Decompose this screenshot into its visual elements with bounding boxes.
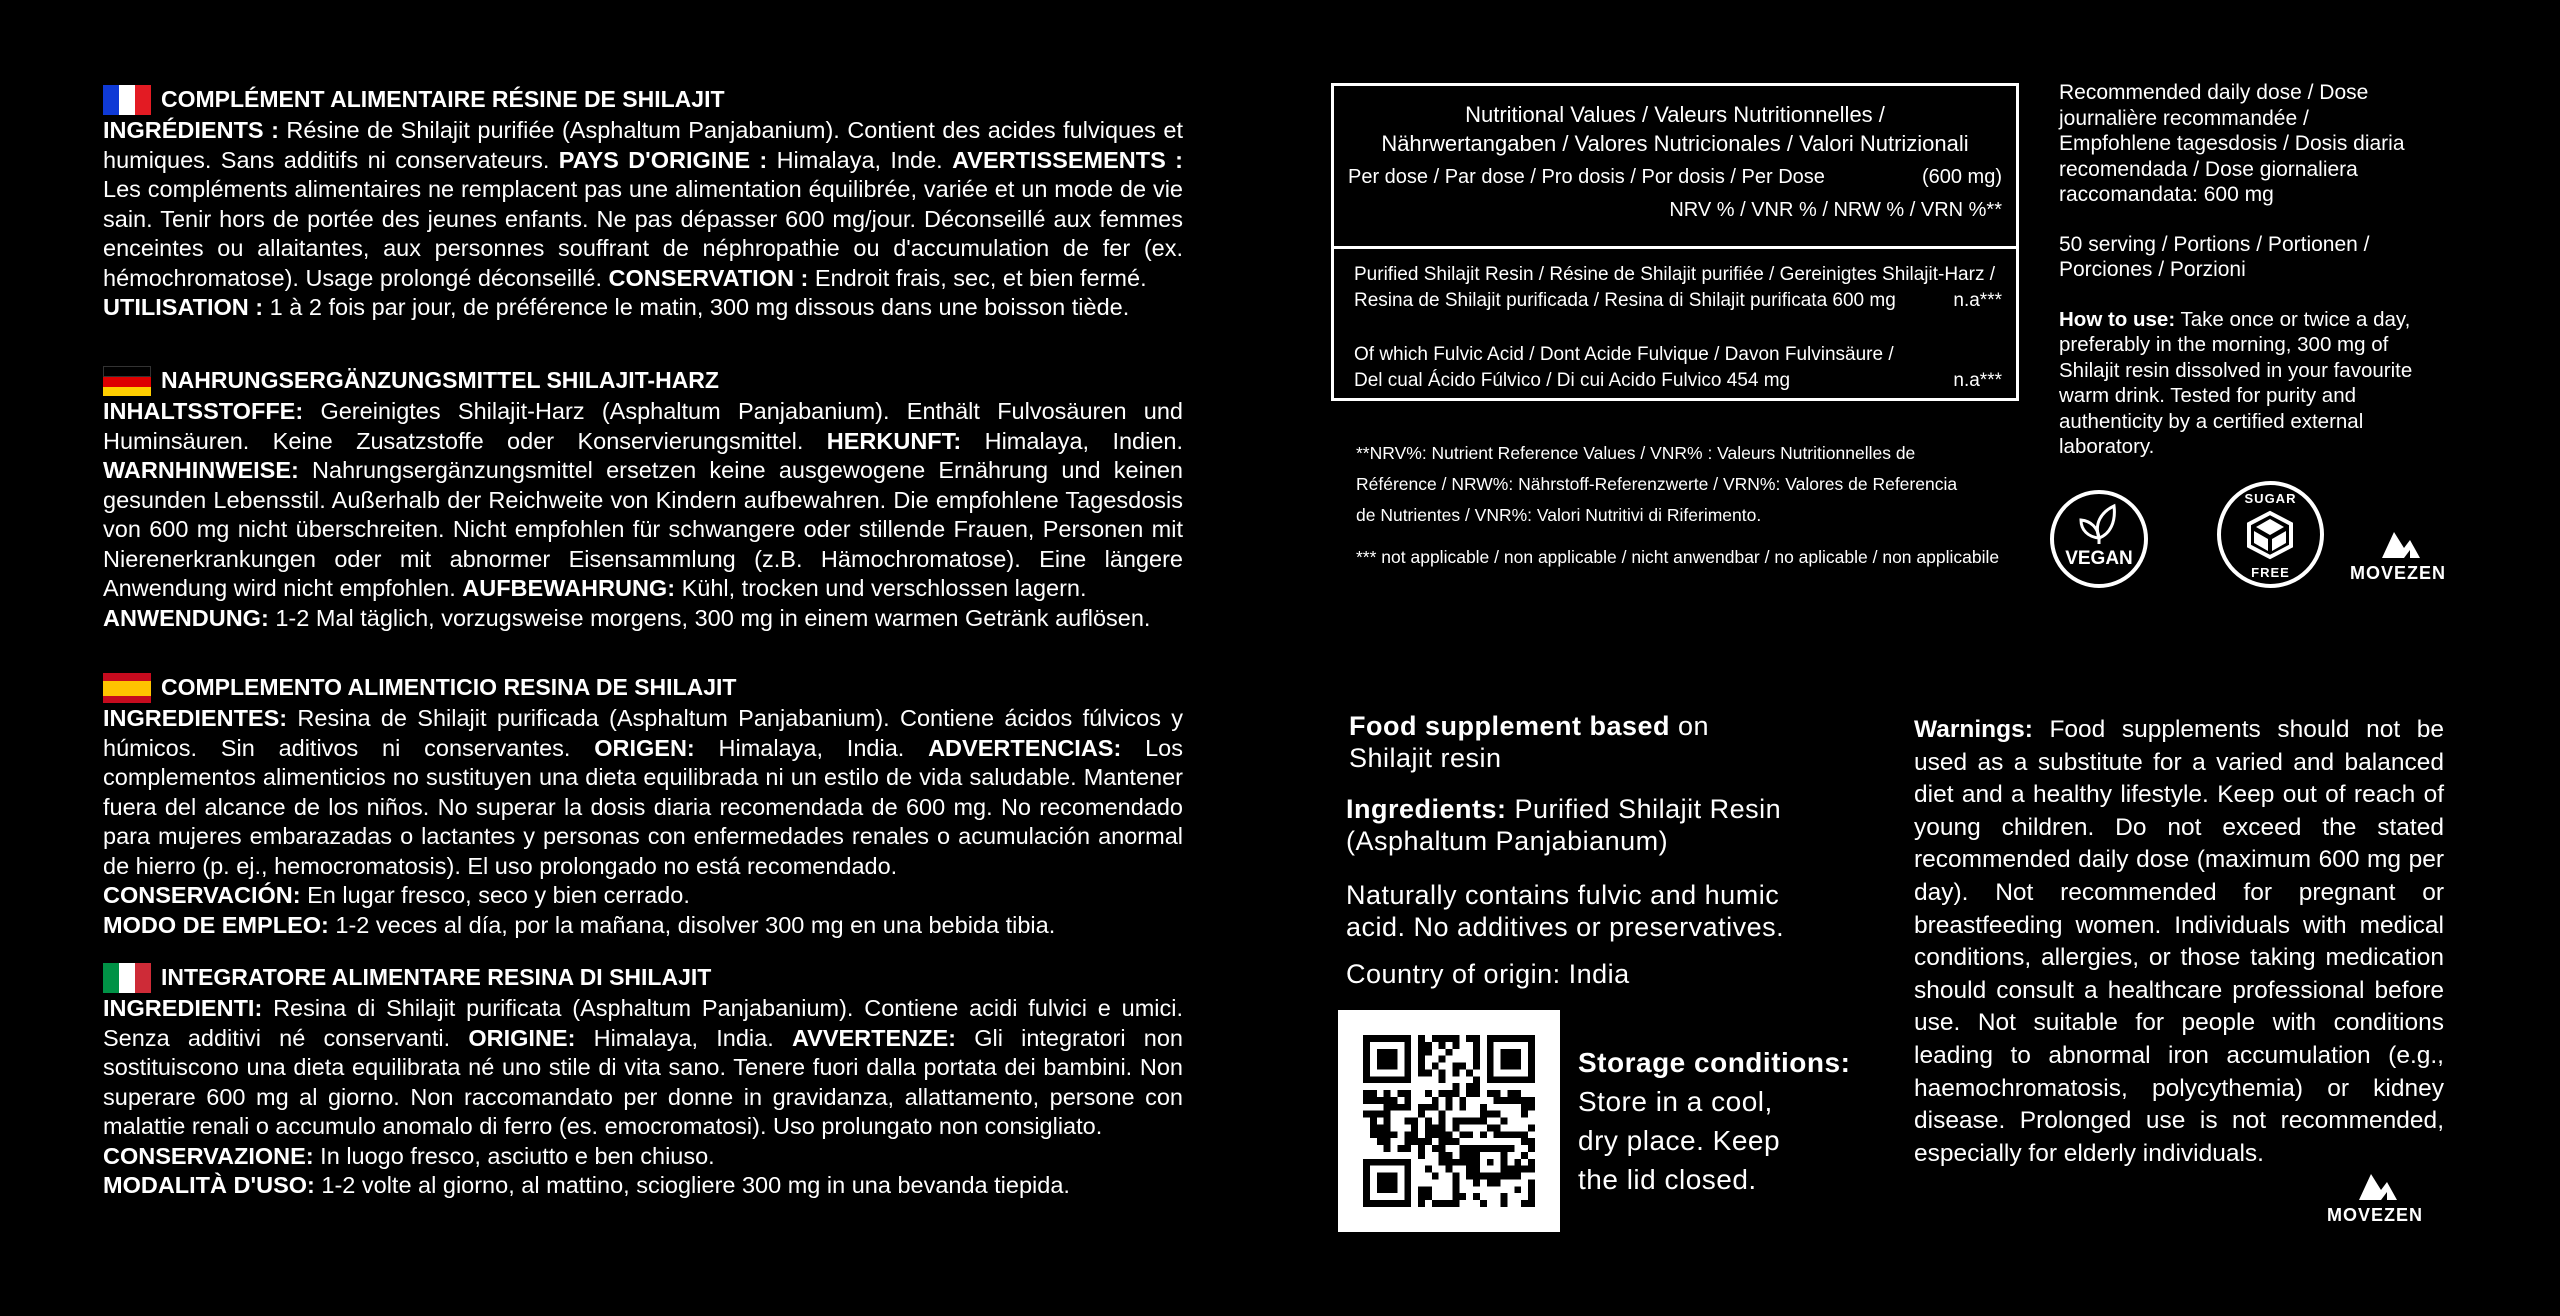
german-usage-text: 1-2 Mal täglich, vorzugsweise morgens, 300 mg in einem warmen Getränk auflösen. — [268, 604, 1151, 631]
spanish-storage-label: CONSERVACIÓN: — [103, 882, 301, 908]
french-ingredients-text: Résine de Shilajit purifiée (Asphaltum Panjabanium). Contient des acides fulviques et humiques. Sans additifs ni conservateurs. — [103, 117, 1183, 173]
german-ingredients-label: INHALTSSTOFFE: — [103, 398, 304, 424]
how-to-use-label: How to use: — [2059, 307, 2176, 331]
fulvic-row-nrv: n.a*** — [1953, 370, 2002, 391]
german-heading — [103, 366, 1183, 396]
serving-line1: 50 serving / Portions / Portionen / — [2059, 232, 2370, 256]
qr-pattern — [1363, 1035, 1535, 1207]
italian-usage-text: 1-2 volte al giorno, al mattino, sciogliere 300 mg in una bevanda tiepida. — [314, 1172, 1070, 1198]
spanish-section — [103, 673, 1183, 940]
how-to-use-text2: preferably in the morning, 300 mg of — [2059, 333, 2389, 356]
sugar-free-top-label: SUGAR — [2244, 491, 2297, 506]
per-dose-row — [1334, 164, 2016, 191]
english-warnings-label: Warnings: — [1914, 716, 2033, 743]
nrv-footnote — [1356, 438, 2026, 573]
germany-flag-icon — [103, 366, 151, 396]
na-footnote: *** not applicable / non applicable / nicht anwendbar / no aplicable / non applicabile — [1356, 547, 2000, 567]
nutrition-divider — [1334, 246, 2016, 249]
french-origin-label: PAYS D'ORIGINE : — [558, 146, 768, 173]
how-to-use-text4: warm drink. Tested for purity and — [2059, 384, 2356, 407]
spanish-ingredients-text: Resina de Shilajit purificada (Asphaltum Panjabanium). Contiene ácidos fúlvicos y húmicos. Sin aditivos ni conservantes. — [103, 705, 1183, 761]
english-warnings-text: Food supplements should not be used as a substitute for a varied and balanced diet and a healthy lifestyle. Keep out of reach of young children. Do not exceed the stated recommended daily dose (maximum 600 mg per day). Not recommended for pregnant or breastfeeding women. Individuals with medical conditions, allergies, or those taking medication should consult a healthcare professional before use. Not suitable for people with conditions leading to abnormal iron accumulation (e.g., haemochromatosis, polycythemia) or kidney disease. Prolonged use is not recommended, especially for elderly individuals. — [1914, 716, 2444, 1167]
france-flag-icon — [103, 85, 151, 115]
english-storage-line2: dry place. Keep — [1578, 1125, 1781, 1156]
french-usage-text: 1 à 2 fois par jour, de préférence le matin, 300 mg dissous dans une boisson tiède. — [263, 294, 1130, 320]
french-body — [103, 116, 1183, 323]
sugar-free-badge-icon — [2217, 481, 2324, 588]
french-storage-label: CONSERVATION : — [608, 264, 809, 291]
english-warnings — [1914, 714, 2444, 1170]
fulvic-row — [1354, 342, 2002, 394]
german-storage-text: Kühl, trocken und verschlossen lagern. — [675, 575, 1087, 601]
german-section — [103, 366, 1183, 633]
english-ingredients — [1346, 793, 1906, 857]
resin-row-line1: Purified Shilajit Resin / Résine de Shilajit purifiée / Gereinigtes Shilajit-Harz / — [1354, 264, 1996, 285]
german-ingredients-text: Gereinigtes Shilajit-Harz (Asphaltum Panjabanium). Enthält Fulvosäuren und Huminsäuren. Keine Zusatzstoffe oder Konservierungsmittel. — [103, 398, 1183, 454]
fulvic-row-line1: Of which Fulvic Acid / Dont Acide Fulvique / Davon Fulvinsäure / — [1354, 344, 1894, 365]
italian-warnings-text: Gli integratori non sostituiscono una dieta equilibrata né uno stile di vita sano. Tenere fuori dalla portata dei bambini. Non superare 600 mg al giorno. Non raccomandato per donne in gravidanza, allattamento, persone con malattie renali o accumulo anomalo di ferro (es. emocromatosi). Uso prolungato non consigliato. — [103, 1024, 1183, 1139]
french-storage-text: Endroit frais, sec, et bien fermé. — [808, 264, 1147, 291]
english-storage-label: Storage conditions: — [1578, 1047, 1851, 1078]
french-usage-label: UTILISATION : — [103, 294, 264, 320]
how-to-use-text5: authenticity by a certified external — [2059, 409, 2364, 433]
qr-code-icon[interactable] — [1338, 1010, 1560, 1232]
french-section — [103, 85, 1183, 323]
spanish-ingredients-label: INGREDIENTES: — [103, 705, 288, 731]
per-dose-label: Per dose / Par dose / Pro dosis / Por dosis / Per Dose — [1348, 166, 1825, 188]
english-ingredients-label: Ingredients: — [1346, 794, 1507, 824]
german-title: NAHRUNGSERGÄNZUNGSMITTEL SHILAJIT-HARZ — [161, 367, 719, 394]
dosage-info — [2059, 80, 2499, 460]
how-to-use — [2059, 307, 2499, 460]
nrv-header: NRV % / VNR % / NRW % / VRN %** — [1669, 199, 2002, 221]
english-storage — [1578, 1043, 1898, 1199]
how-to-use-text6: laboratory. — [2059, 435, 2155, 458]
english-ingredients-text2: (Asphaltum Panjabianum) — [1346, 826, 1669, 856]
italian-section — [103, 963, 1183, 1201]
spain-flag-icon — [103, 673, 151, 703]
english-storage-line1: Store in a cool, — [1578, 1086, 1773, 1117]
french-warnings-label: AVERTISSEMENTS : — [952, 146, 1183, 173]
dose-line3: Empfohlene tagesdosis / Dosis diaria — [2059, 132, 2405, 155]
movezen-brand-bottom: MOVEZEN — [2326, 1205, 2423, 1225]
english-contains-line1: Naturally contains fulvic and humic — [1346, 880, 1780, 910]
resin-row-line2: Resina de Shilajit purificada / Resina di Shilajit purificata 600 mg — [1354, 290, 1896, 311]
spanish-warnings-label: ADVERTENCIAS: — [928, 734, 1122, 761]
italian-usage-label: MODALITÀ D'USO: — [103, 1172, 315, 1198]
serving-line2: Porciones / Porzioni — [2059, 258, 2246, 281]
english-contains-line2: acid. No additives or preservatives. — [1346, 912, 1785, 942]
spanish-origin-label: ORIGEN: — [594, 734, 695, 761]
german-origin-label: HERKUNFT: — [826, 427, 962, 454]
fulvic-row-line2: Del cual Ácido Fúlvico / Di cui Acido Fulvico 454 mg — [1354, 370, 1791, 391]
english-storage-line3: the lid closed. — [1578, 1164, 1757, 1195]
leaf-icon — [2054, 494, 2144, 584]
nrv-footnote-line3: de Nutrientes / VNR%: Valori Nutritivi di Riferimento. — [1356, 505, 1762, 525]
per-dose-amount: (600 mg) — [1921, 166, 2002, 188]
english-contains — [1346, 879, 1906, 943]
movezen-logo-bottom — [2319, 1170, 2431, 1226]
dose-line1: Recommended daily dose / Dose — [2059, 81, 2369, 104]
resin-row-nrv: n.a*** — [1953, 290, 2002, 311]
movezen-brand-top: MOVEZEN — [2349, 563, 2446, 583]
english-ingredients-text1: Purified Shilajit Resin — [1506, 794, 1782, 824]
mountain-logo-bottom-icon — [2319, 1170, 2431, 1202]
spanish-storage-text: En lugar fresco, seco y bien cerrado. — [300, 882, 690, 908]
nutrition-heading-line1: Nutritional Values / Valeurs Nutritionnelles / — [1465, 102, 1885, 127]
nutrition-table — [1331, 83, 2019, 401]
spanish-origin-text: Himalaya, India. — [694, 734, 929, 761]
italian-origin-label: ORIGINE: — [468, 1024, 576, 1051]
spanish-usage-label: MODO DE EMPLEO: — [103, 911, 329, 938]
how-to-use-text1: Take once or twice a day, — [2175, 307, 2411, 331]
sugar-free-bottom-label: FREE — [2251, 565, 2290, 580]
italian-title: INTEGRATORE ALIMENTARE RESINA DI SHILAJIT — [161, 964, 712, 991]
nrv-header-row — [1334, 197, 2016, 224]
spanish-body — [103, 704, 1183, 940]
english-title-rest: on — [1670, 711, 1710, 741]
french-ingredients-label: INGRÉDIENTS : — [103, 117, 279, 143]
italian-ingredients-text: Resina di Shilajit purificata (Asphaltum Panjabanium). Contiene acidi fulvici e umici. Senza additivi né conservanti. — [103, 995, 1183, 1051]
german-storage-label: AUFBEWAHRUNG: — [462, 575, 676, 601]
italian-storage-label: CONSERVAZIONE: — [103, 1142, 314, 1169]
french-warnings-text: Les compléments alimentaires ne remplacent pas une alimentation équilibrée, variée et un mode de vie sain. Tenir hors de portée des jeunes enfants. Ne pas dépasser 600 mg/jour. Déconseillé aux femmes enceintes ou allaitantes, aux personnes souffrant de néphropathie ou d'accumulation de fer (ex. hémochromatose). Usage prolongé déconseillé. — [103, 176, 1183, 291]
german-body — [103, 397, 1183, 633]
nutrition-heading-line2: Nährwertangaben / Valores Nutricionales / Valori Nutrizionali — [1381, 131, 1969, 156]
italian-heading — [103, 963, 1183, 993]
italian-body — [103, 994, 1183, 1201]
how-to-use-text3: Shilajit resin dissolved in your favourite — [2059, 358, 2413, 382]
english-title-line2: Shilajit resin — [1349, 743, 1502, 773]
spanish-heading — [103, 673, 1183, 703]
french-title: COMPLÉMENT ALIMENTAIRE RÉSINE DE SHILAJIT — [161, 86, 725, 113]
french-origin-text: Himalaya, Inde. — [767, 146, 953, 173]
french-heading — [103, 85, 1183, 115]
italy-flag-icon — [103, 963, 151, 993]
english-title-bold: Food supplement based — [1349, 711, 1671, 741]
dose-line2: journalière recommandée / — [2059, 106, 2309, 130]
italian-ingredients-label: INGREDIENTI: — [103, 995, 263, 1021]
nrv-footnote-line1: **NRV%: Nutrient Reference Values / VNR% : Valeurs Nutritionnelles de — [1356, 443, 1916, 463]
german-usage-label: ANWENDUNG: — [103, 604, 269, 631]
english-origin: Country of origin: India — [1346, 959, 1630, 989]
resin-row — [1354, 262, 2002, 314]
german-warnings-text: Nahrungsergänzungsmittel ersetzen keine ausgewogene Ernährung und keinen gesunden Lebensstil. Außerhalb der Reichweite von Kindern aufbewahren. Die empfohlene Tagesdosis von 600 mg nicht überschreiten. Nicht empfohlen für schwangere oder stillende Frauen, Personen mit Nierenerkrankungen oder mit abnormer Eisensammlung (z.B. Hämochromatose). Eine längere Anwendung wird nicht empfohlen. — [103, 457, 1183, 601]
english-title — [1349, 710, 1869, 774]
movezen-logo-top — [2342, 528, 2454, 584]
nutrition-heading — [1334, 100, 2016, 158]
italian-storage-text: In luogo fresco, asciutto e ben chiuso. — [313, 1142, 715, 1169]
dose-line4: recomendada / Dose giornaliera — [2059, 157, 2358, 181]
german-origin-text: Himalaya, Indien. — [961, 427, 1184, 454]
vegan-label: VEGAN — [2065, 548, 2133, 569]
mountain-logo-icon — [2342, 528, 2454, 560]
italian-warnings-label: AVVERTENZE: — [791, 1024, 957, 1051]
vegan-badge-icon — [2050, 490, 2148, 588]
spanish-title: COMPLEMENTO ALIMENTICIO RESINA DE SHILAJIT — [161, 674, 737, 701]
german-warnings-label: WARNHINWEISE: — [103, 457, 299, 483]
nrv-footnote-line2: Référence / NRW%: Nährstoff-Referenzwerte / VRN%: Valores de Referencia — [1356, 474, 1958, 494]
italian-origin-text: Himalaya, India. — [575, 1024, 792, 1051]
spanish-warnings-text: Los complementos alimenticios no sustituyen una dieta equilibrada ni un estilo de vida saludable. Mantener fuera del alcance de los niños. No superar la dosis diaria recomendada de 600 mg. No recomendado para mujeres embarazadas o lactantes y personas con enfermedades renales o acumulación anormal de hierro (p. ej., hemocromatosis). El uso prolongado no está recomendado. — [103, 734, 1183, 879]
spanish-usage-text: 1-2 veces al día, por la mañana, disolver 300 mg en una bebida tibia. — [328, 911, 1056, 938]
dose-line5: raccomandata: 600 mg — [2059, 183, 2274, 206]
